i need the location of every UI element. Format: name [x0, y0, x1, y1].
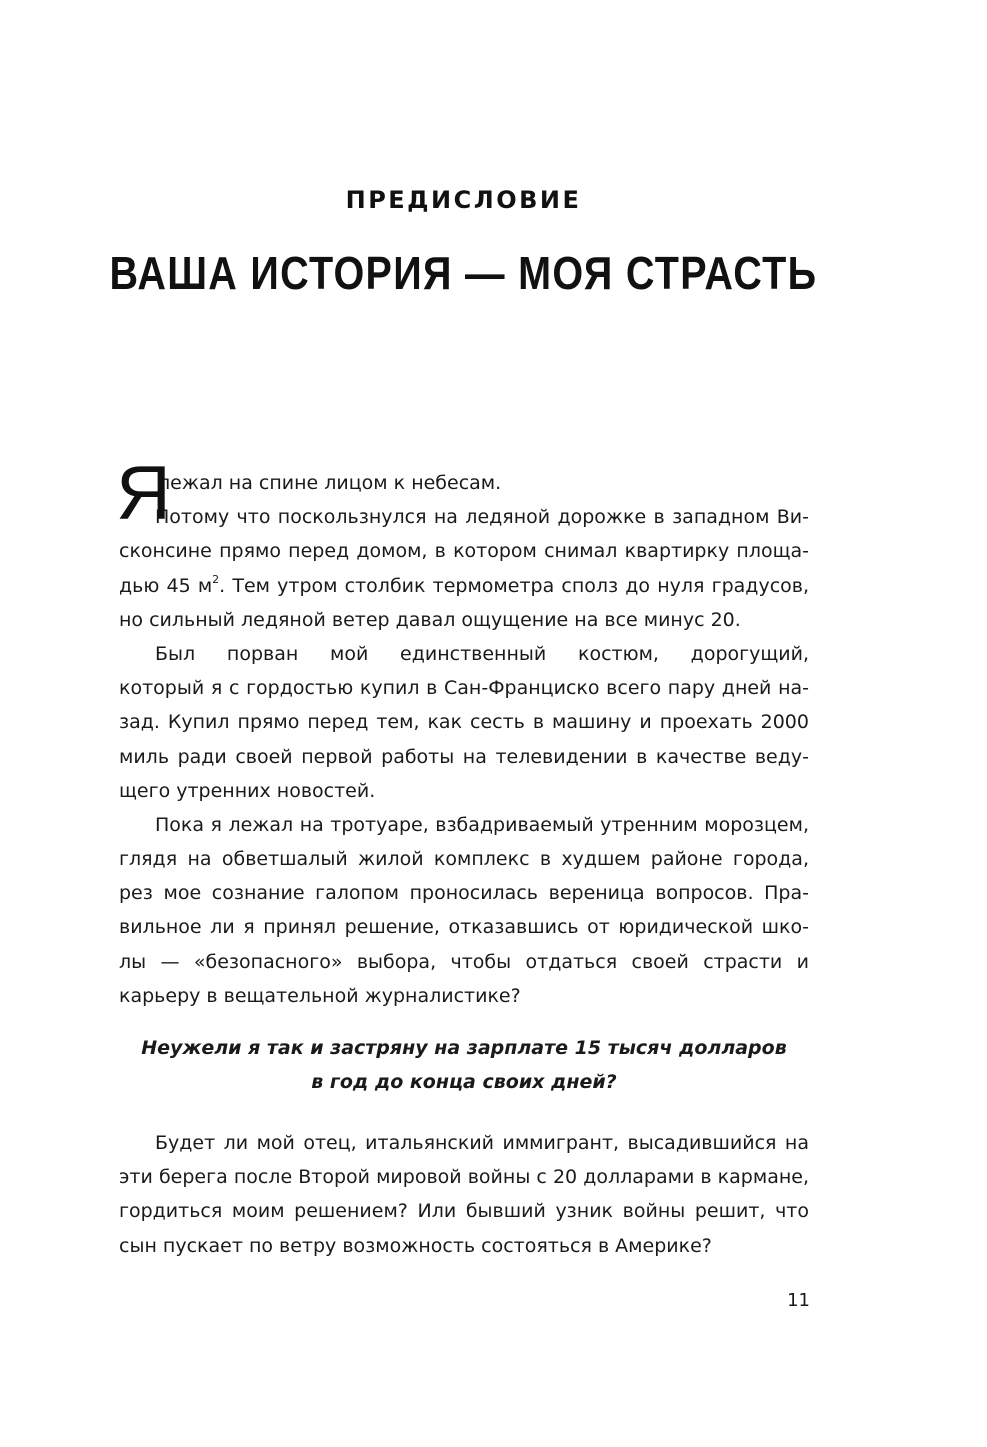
- paragraph-1-line-3: сконсине прямо перед домом, в котором снимал квартирку площа-: [119, 540, 809, 563]
- paragraph-3-line-3: рез мое сознание галопом проносилась вереница вопросов. Пра-: [119, 882, 809, 905]
- paragraph-1-line-5: но сильный ледяной ветер давал ощущение на все минус 20.: [119, 608, 741, 631]
- page-number: 11: [787, 1290, 810, 1311]
- chapter-title: ВАША ИСТОРИЯ — МОЯ СТРАСТЬ: [109, 247, 818, 299]
- pull-quote-line-1: Неужели я так и застряну на зарплате 15 тысяч долларов: [141, 1037, 787, 1059]
- line-text: . Тем утром столбик термометра сполз до нуля градусов,: [219, 574, 809, 597]
- paragraph-3-line-5: лы — «безопасного» выбора, чтобы отдаться своей страсти и: [119, 950, 809, 973]
- paragraph-2: [119, 637, 809, 808]
- paragraph-2-line-2: который я с гордостью купил в Сан-Франциско всего пару дней на-: [119, 677, 809, 700]
- pull-quote-line-2: в год до конца своих дней?: [311, 1071, 617, 1094]
- section-kicker: ПРЕДИСЛОВИЕ: [345, 186, 582, 214]
- paragraph-3-line-4: вильное ли я принял решение, отказавшись от юридической шко-: [119, 916, 809, 939]
- paragraph-2-line-3: зад. Купил прямо перед тем, как сесть в машину и проехать 2000: [119, 711, 809, 734]
- paragraph-2-line-5: щего утренних новостей.: [119, 779, 376, 802]
- paragraph-1-line-2: Потому что поскользнулся на ледяной дорожке в западном Ви-: [155, 506, 809, 529]
- paragraph-4-line-2: эти берега после Второй мировой войны с 20 долларами в кармане,: [119, 1166, 809, 1189]
- line-text: дью 45 м: [119, 574, 213, 597]
- paragraph-1: [116, 451, 809, 637]
- paragraph-4: [119, 1126, 809, 1263]
- paragraph-4-line-1: Будет ли мой отец, итальянский иммигрант, высадившийся на: [155, 1132, 809, 1154]
- drop-cap: Я: [116, 451, 171, 536]
- paragraph-3-line-2: глядя на обветшалый жилой комплекс в худшем районе города,: [119, 848, 809, 871]
- line-text: лежал на спине лицом к небесам.: [158, 472, 502, 494]
- paragraph-2-line-1: Был порван мой единственный костюм, дорогущий,: [155, 642, 809, 665]
- paragraph-2-line-4: миль ради своей первой работы на телевидении в качестве веду-: [119, 745, 809, 768]
- paragraph-3-line-6: карьеру в вещательной журналистике?: [119, 984, 521, 1007]
- paragraph-3-line-1: Пока я лежал на тротуаре, взбадриваемый утренним морозцем,: [155, 813, 809, 836]
- paragraph-4-line-3: гордиться моим решением? Или бывший узник войны решит, что: [119, 1200, 809, 1223]
- body-text: [116, 451, 809, 1013]
- pull-quote: [119, 1031, 809, 1099]
- paragraph-3: [119, 808, 809, 1013]
- paragraph-4-line-4: сын пускает по ветру возможность состояться в Америке?: [119, 1234, 712, 1257]
- paragraph-1-line-4: [119, 569, 809, 603]
- superscript: 2: [212, 572, 220, 586]
